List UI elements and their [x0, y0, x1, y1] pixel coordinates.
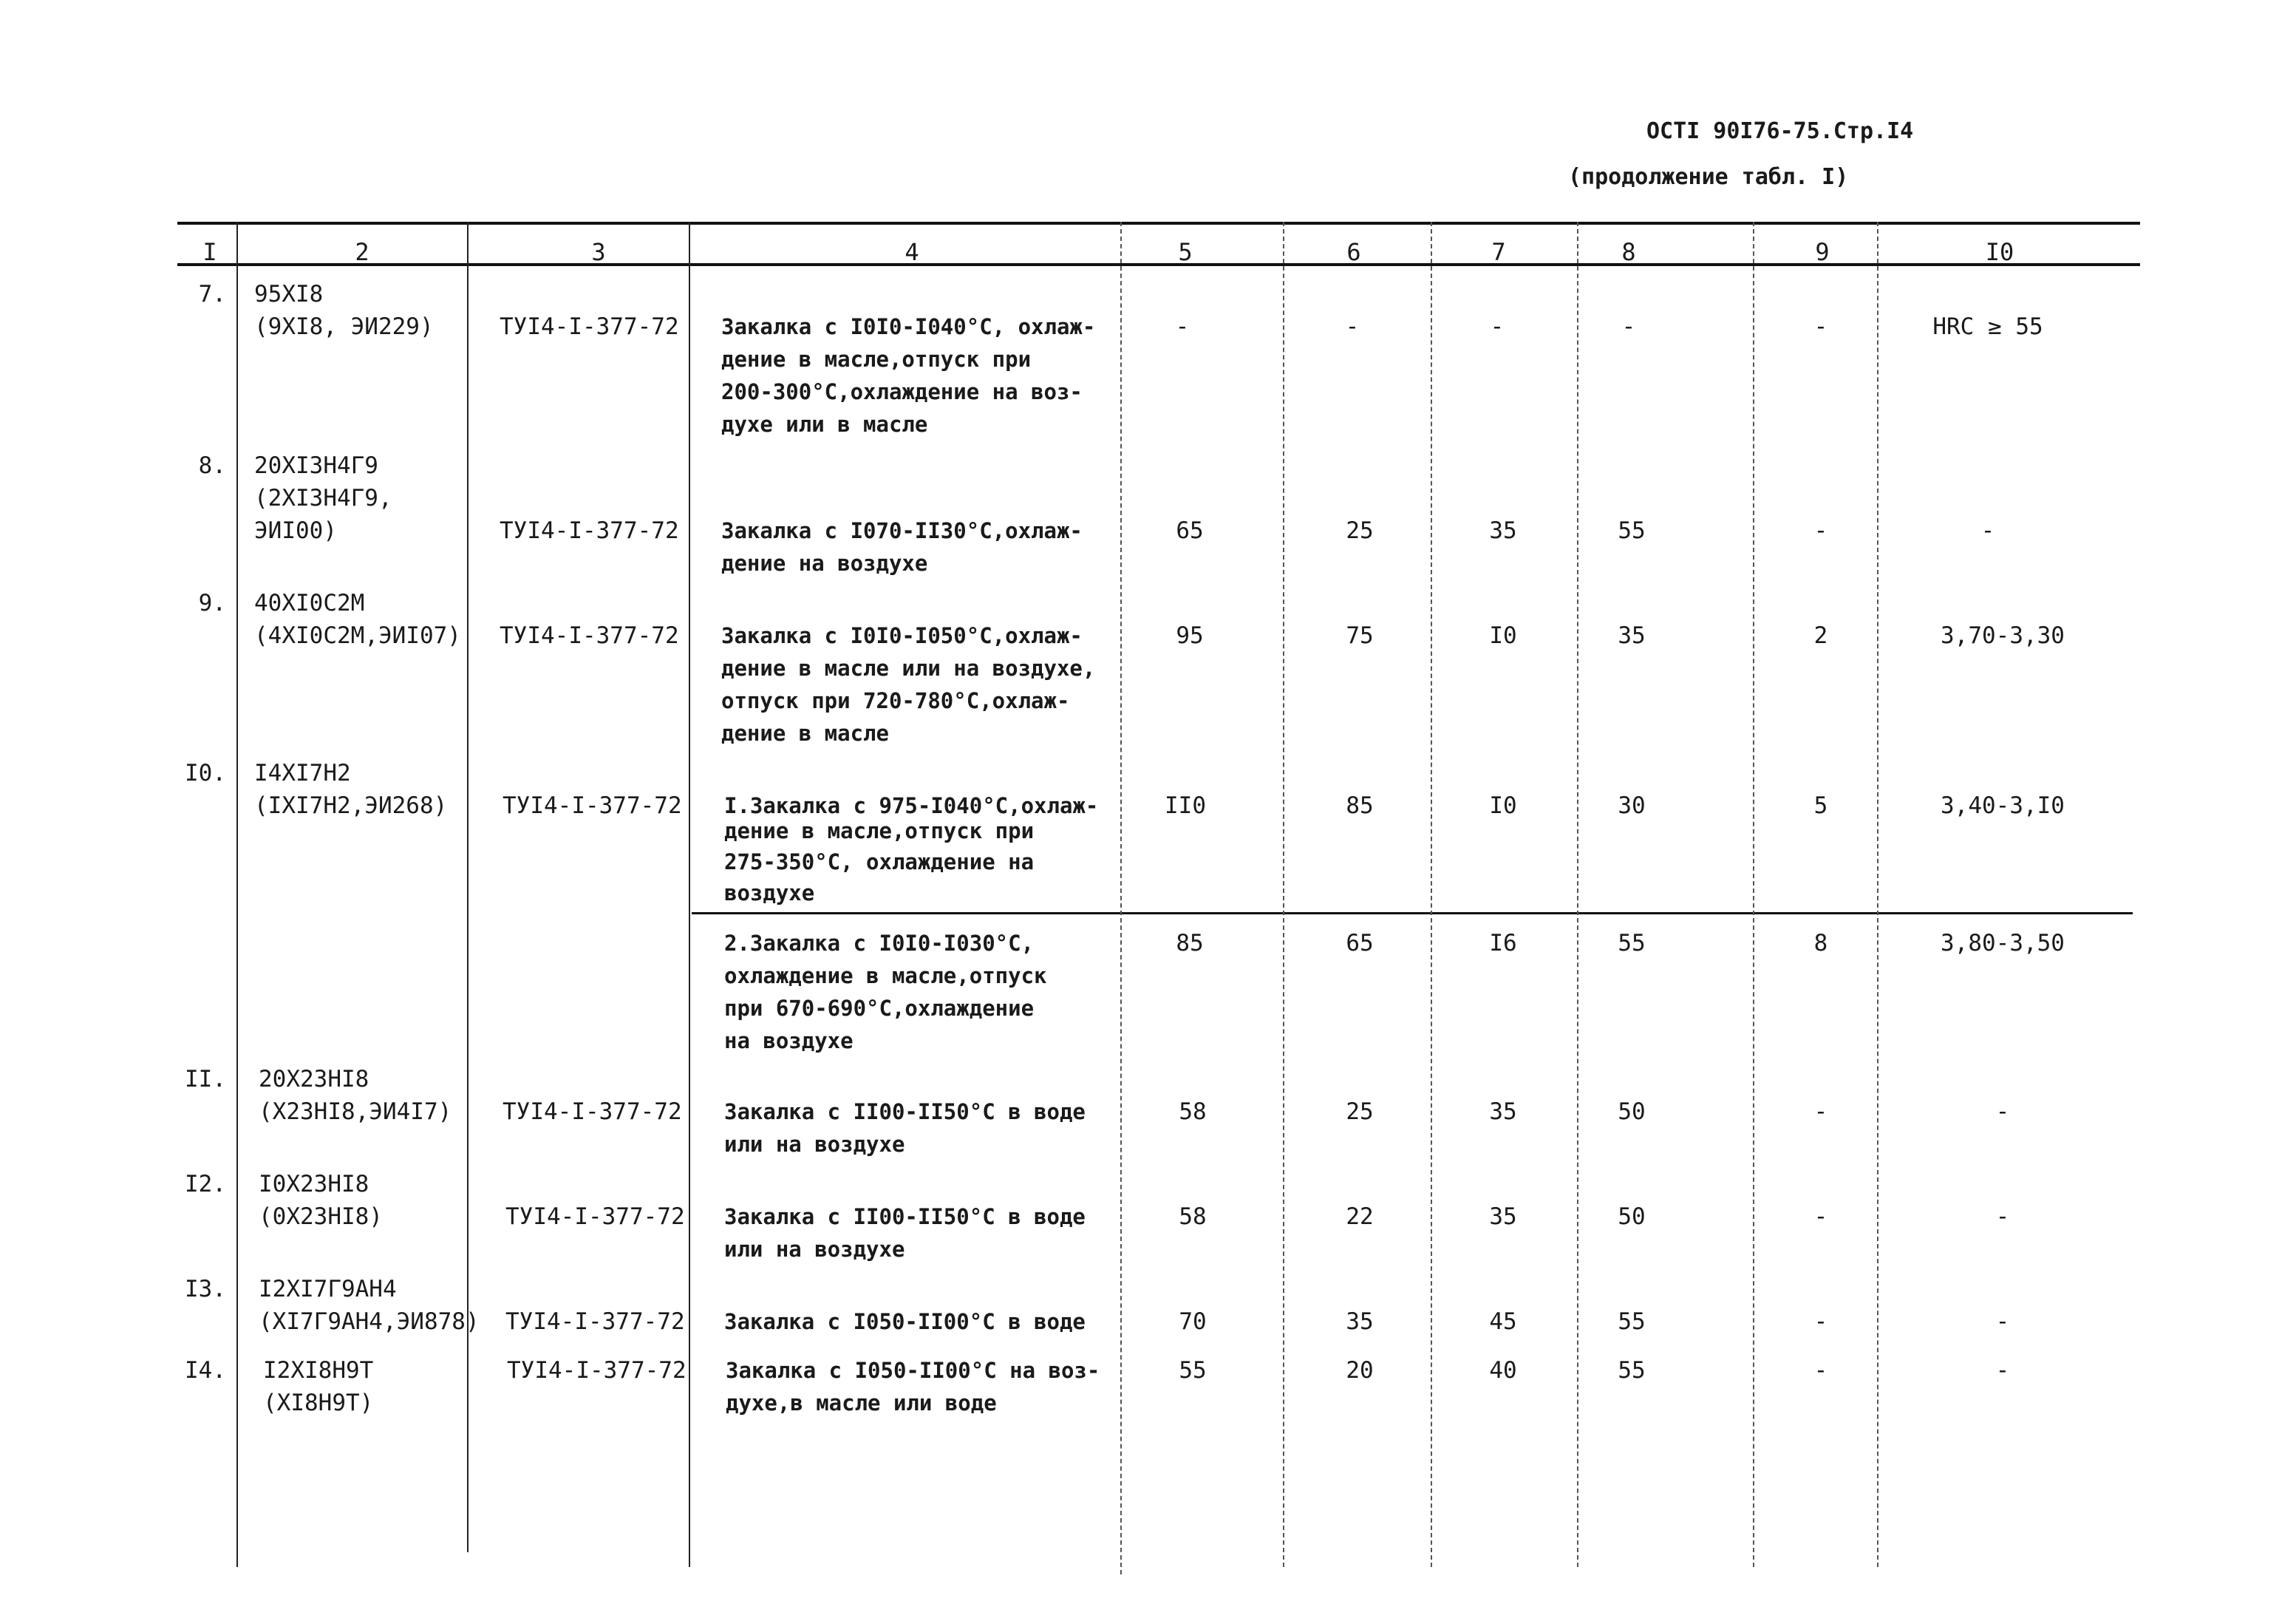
- steel-grade-alt: (9XI8, ЭИ229): [254, 313, 434, 340]
- treatment-line: при 670-690°C,охлаждение: [724, 996, 1035, 1021]
- value-col8: 50: [1618, 1098, 1646, 1125]
- value-col6: -: [1345, 313, 1360, 340]
- value-col9: -: [1813, 313, 1828, 340]
- column-number-2: 2: [355, 238, 369, 266]
- spec-reference: ТУI4-I-377-72: [503, 1098, 682, 1125]
- value-col7: 35: [1489, 1098, 1517, 1125]
- value-col5: 65: [1176, 517, 1204, 544]
- value-col7: 35: [1489, 517, 1517, 544]
- value-col6: 20: [1346, 1357, 1374, 1384]
- value-col10: 3,80-3,50: [1941, 930, 2065, 956]
- col-separator-7: [1577, 222, 1578, 1567]
- value-col10: -: [1995, 1203, 2010, 1230]
- spec-reference: ТУI4-I-377-72: [500, 517, 679, 544]
- treatment-line: Закалка с I0I0-I050°C,охлаж-: [721, 623, 1083, 648]
- column-number-1: I: [202, 238, 217, 266]
- value-col8: 50: [1618, 1203, 1646, 1230]
- steel-grade-alt: (XI8H9T): [263, 1390, 374, 1416]
- table-continuation-note: (продолжение табл. I): [1568, 164, 1849, 190]
- row-number: I3.: [185, 1276, 226, 1302]
- column-number-6: 6: [1346, 238, 1361, 266]
- column-number-7: 7: [1491, 238, 1506, 266]
- spec-reference: ТУI4-I-377-72: [500, 313, 679, 340]
- treatment-line: 275-350°C, охлаждение на: [724, 849, 1035, 874]
- value-col6: 35: [1346, 1308, 1374, 1335]
- value-col9: -: [1813, 1203, 1828, 1230]
- treatment-line: Закалка с II00-II50°C в воде: [724, 1204, 1086, 1229]
- row-number: I2.: [185, 1171, 226, 1197]
- col-separator-5: [1283, 222, 1284, 1567]
- value-col6: 25: [1346, 1098, 1374, 1125]
- col-separator-4: [1120, 222, 1122, 1574]
- value-col5: II0: [1165, 792, 1206, 819]
- treatment-line: отпуск при 720-780°C,охлаж-: [721, 688, 1070, 713]
- value-col8: 35: [1618, 622, 1646, 649]
- value-col9: -: [1813, 1357, 1828, 1384]
- column-number-9: 9: [1815, 238, 1830, 266]
- spec-reference: ТУI4-I-377-72: [503, 792, 682, 819]
- value-col5: 70: [1179, 1308, 1207, 1335]
- value-col6: 75: [1346, 622, 1374, 649]
- value-col5: 58: [1179, 1203, 1207, 1230]
- value-col5: 85: [1176, 930, 1204, 956]
- treatment-line: дение в масле: [721, 721, 889, 746]
- value-col5: 58: [1179, 1098, 1207, 1125]
- steel-grade-alt: (IXI7H2,ЭИ268): [254, 792, 448, 819]
- value-col6: 22: [1346, 1203, 1374, 1230]
- value-col9: 5: [1813, 792, 1828, 819]
- steel-grade: 40XI0C2M: [254, 590, 365, 616]
- column-number-4: 4: [905, 238, 919, 266]
- treatment-line: 2.Закалка с I0I0-I030°C,: [724, 931, 1035, 956]
- col-separator-9: [1877, 222, 1878, 1567]
- value-col10: -: [1995, 1098, 2010, 1125]
- treatment-line: Закалка с II00-II50°C в воде: [724, 1099, 1086, 1124]
- treatment-line: дение в масле,отпуск при: [721, 347, 1032, 372]
- value-col9: -: [1813, 517, 1828, 544]
- treatment-line: дение в масле,отпуск при: [724, 818, 1035, 843]
- value-col8: -: [1621, 313, 1636, 340]
- row-number: II.: [185, 1066, 226, 1092]
- steel-grade-alt: (0X23HI8): [259, 1203, 383, 1230]
- value-col10: -: [1995, 1357, 2010, 1384]
- row-number: 8.: [198, 452, 226, 479]
- treatment-line: духе или в масле: [721, 412, 928, 437]
- row-number: 9.: [198, 590, 226, 616]
- row-number: I4.: [185, 1357, 226, 1384]
- header-bottom-rule: [177, 263, 2140, 266]
- treatment-line: дение на воздухе: [721, 551, 928, 576]
- treatment-line: I.Закалка с 975-I040°C,охлаж-: [724, 793, 1099, 818]
- document-code: ОСТI 90I76-75.Стр.I4: [1646, 118, 1914, 144]
- col-separator-8: [1753, 222, 1754, 1567]
- value-col6: 25: [1346, 517, 1374, 544]
- value-col8: 55: [1618, 930, 1646, 956]
- treatment-line: дение в масле или на воздухе,: [721, 656, 1096, 681]
- spec-reference: ТУI4-I-377-72: [505, 1203, 685, 1230]
- column-number-5: 5: [1178, 238, 1193, 266]
- spec-reference: ТУI4-I-377-72: [505, 1308, 685, 1335]
- steel-grade: 20XI3H4Г9: [254, 452, 378, 479]
- column-number-10: I0: [1985, 238, 2014, 266]
- treatment-line: Закалка с I050-II00°C на воз-: [726, 1358, 1100, 1383]
- spec-reference: ТУI4-I-377-72: [507, 1357, 687, 1384]
- col-separator-6: [1431, 222, 1432, 1567]
- steel-grade: I2XI8H9T: [263, 1357, 374, 1384]
- value-col9: 2: [1813, 622, 1828, 649]
- treatment-line: Закалка с I0I0-I040°C, охлаж-: [721, 314, 1096, 339]
- value-col5: 55: [1179, 1357, 1207, 1384]
- steel-grade-alt: ЭИI00): [254, 517, 337, 544]
- value-col7: 45: [1489, 1308, 1517, 1335]
- value-col8: 55: [1618, 1357, 1646, 1384]
- value-col10: HRC ≥ 55: [1932, 313, 2043, 340]
- treatment-line: Закалка с I050-II00°C в воде: [724, 1309, 1086, 1334]
- value-col7: -: [1490, 313, 1505, 340]
- treatment-line: Закалка с I070-II30°C,охлаж-: [721, 518, 1083, 543]
- spec-reference: ТУI4-I-377-72: [500, 622, 679, 649]
- value-col9: 8: [1813, 930, 1828, 956]
- steel-grade-alt: (XI7Г9AH4,ЭИ878): [259, 1308, 480, 1335]
- col-separator-2: [467, 222, 469, 1552]
- value-col10: -: [1980, 517, 1995, 544]
- value-col10: -: [1995, 1308, 2010, 1335]
- steel-grade-alt: (X23HI8,ЭИ4I7): [259, 1098, 452, 1125]
- treatment-line: воздухе: [724, 880, 815, 905]
- row-number: 7.: [198, 281, 226, 307]
- treatment-line: или на воздухе: [724, 1132, 905, 1157]
- value-col8: 30: [1618, 792, 1646, 819]
- value-col5: 95: [1176, 622, 1204, 649]
- treatment-line: 200-300°C,охлаждение на воз-: [721, 379, 1083, 404]
- value-col9: -: [1813, 1308, 1828, 1335]
- value-col8: 55: [1618, 1308, 1646, 1335]
- value-col5: -: [1175, 313, 1190, 340]
- value-col8: 55: [1618, 517, 1646, 544]
- column-number-3: 3: [591, 238, 606, 266]
- steel-grade: I2XI7Г9AH4: [259, 1276, 397, 1302]
- treatment-line: духе,в масле или воде: [726, 1390, 997, 1416]
- treatment-line: или на воздухе: [724, 1237, 905, 1262]
- col-separator-1: [236, 222, 238, 1567]
- col-separator-3: [689, 222, 690, 1567]
- value-col9: -: [1813, 1098, 1828, 1125]
- steel-grade: I0X23HI8: [259, 1171, 369, 1197]
- treatment-line: охлаждение в масле,отпуск: [724, 963, 1047, 988]
- steel-grade: 95XI8: [254, 281, 324, 307]
- table-top-rule: [177, 222, 2140, 225]
- steel-grade: I4XI7H2: [254, 760, 351, 786]
- value-col6: 65: [1346, 930, 1374, 956]
- column-number-8: 8: [1621, 238, 1636, 266]
- row-number: I0.: [185, 760, 226, 786]
- value-col10: 3,70-3,30: [1941, 622, 2065, 649]
- value-col7: I0: [1489, 792, 1517, 819]
- steel-grade-alt: (2XI3H4Г9,: [254, 485, 392, 512]
- steel-grade: 20X23HI8: [259, 1066, 369, 1092]
- steel-grade-alt: (4XI0C2M,ЭИI07): [254, 622, 461, 649]
- value-col6: 85: [1346, 792, 1374, 819]
- treatment-line: на воздухе: [724, 1028, 854, 1053]
- value-col7: I0: [1489, 622, 1517, 649]
- value-col7: 35: [1489, 1203, 1517, 1230]
- value-col7: I6: [1489, 930, 1517, 956]
- value-col10: 3,40-3,I0: [1941, 792, 2065, 819]
- row10-split-rule: [692, 912, 2133, 914]
- value-col7: 40: [1489, 1357, 1517, 1384]
